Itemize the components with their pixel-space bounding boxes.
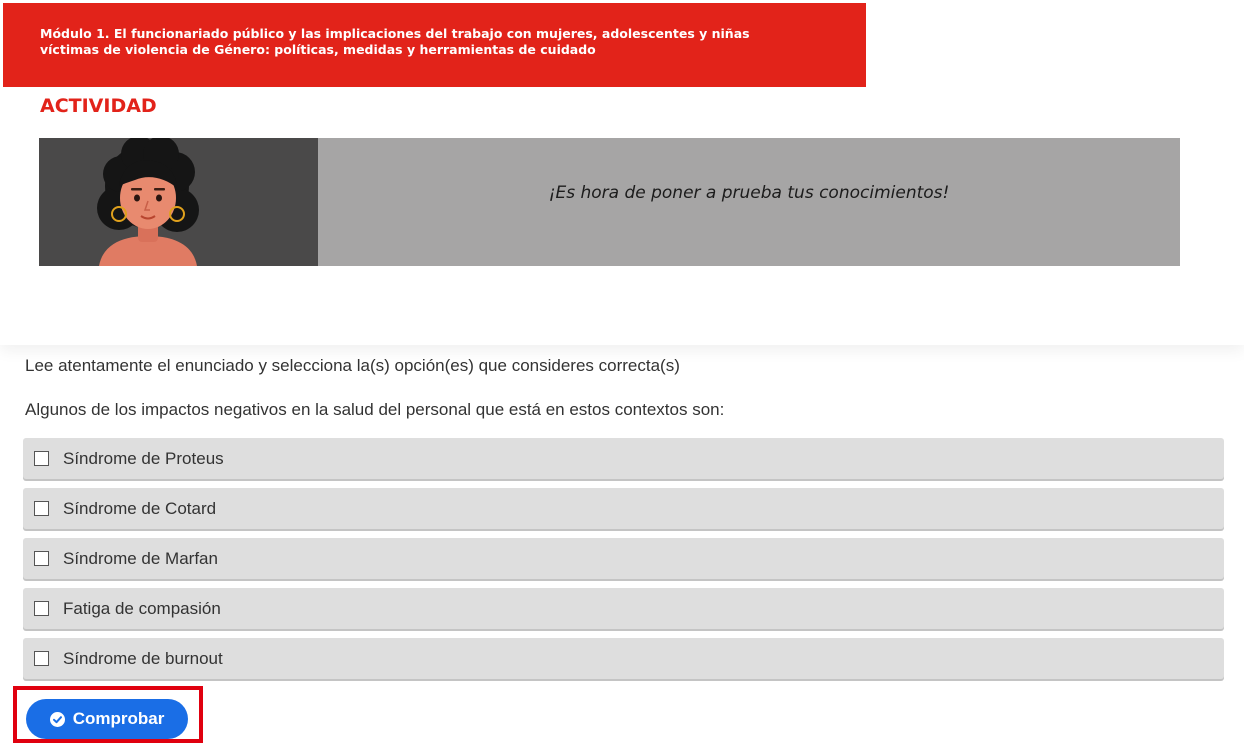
check-answer-button[interactable] <box>26 699 188 739</box>
option-sindrome-burnout[interactable] <box>23 638 1224 679</box>
check-answer-label: Comprobar <box>72 709 165 728</box>
option-sindrome-cotard[interactable] <box>23 488 1224 529</box>
activity-prompt-text: ¡Es hora de poner a prueba tus conocimientos! <box>548 183 950 203</box>
option-sindrome-proteus[interactable] <box>23 438 1224 479</box>
quiz-instruction: Lee atentamente el enunciado y selecciona la(s) opción(es) que consideres correcta(s) <box>25 356 680 375</box>
option-label: Síndrome de Proteus <box>63 448 224 468</box>
module-title-line-1: Módulo 1. El funcionariado público y las implicaciones del trabajo con mujeres, adolescentes y niñas <box>40 26 750 41</box>
check-circle-icon <box>50 712 65 727</box>
module-title-banner <box>3 3 866 87</box>
checkbox[interactable] <box>34 501 49 516</box>
activity-heading: ACTIVIDAD <box>40 95 157 117</box>
checkbox[interactable] <box>34 601 49 616</box>
checkbox[interactable] <box>34 551 49 566</box>
option-label: Fatiga de compasión <box>63 598 221 618</box>
checkbox[interactable] <box>34 651 49 666</box>
quiz-question: Algunos de los impactos negativos en la salud del personal que está en estos contextos son: <box>25 400 725 419</box>
option-sindrome-marfan[interactable] <box>23 538 1224 579</box>
module-title-line-2: víctimas de violencia de Género: políticas, medidas y herramientas de cuidado <box>40 42 596 57</box>
option-label: Síndrome de burnout <box>63 648 223 668</box>
avatar-illustration <box>39 138 318 266</box>
woman-avatar-icon <box>39 138 318 266</box>
activity-header-card <box>0 0 1244 345</box>
activity-callout <box>39 138 1180 266</box>
option-fatiga-compasion[interactable] <box>23 588 1224 629</box>
option-label: Síndrome de Cotard <box>63 498 217 518</box>
checkbox[interactable] <box>34 451 49 466</box>
option-label: Síndrome de Marfan <box>63 548 218 568</box>
answer-options <box>23 438 1224 688</box>
